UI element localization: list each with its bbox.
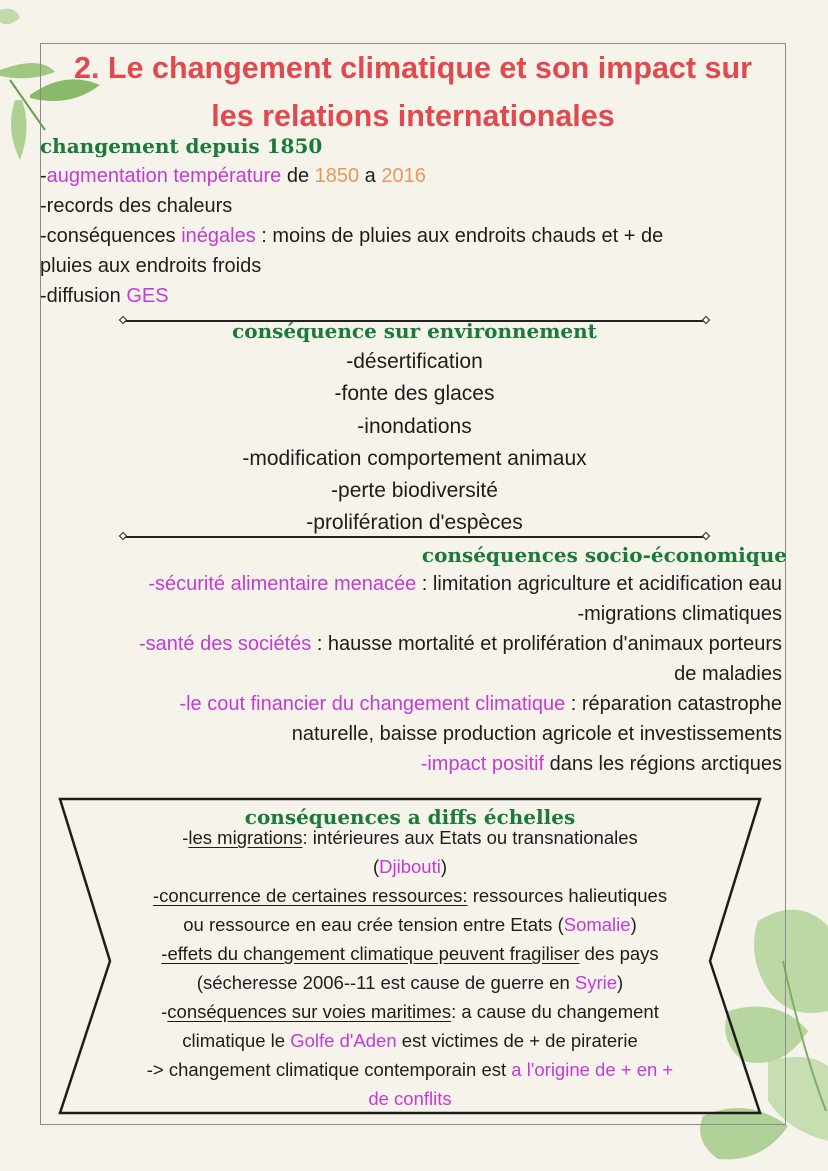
text-line: (sécheresse 2006--11 est cause de guerre en Syrie) xyxy=(196,972,624,993)
page-title: 2. Le changement climatique et son impact sur les relations internationales xyxy=(74,51,752,133)
text-line: -> changement climatique contemporain est a l'origine de + en + xyxy=(146,1059,674,1080)
text-line: naturelle, baisse production agricole et investissements xyxy=(291,723,782,745)
text-line: -conséquences inégales : moins de pluies aux endroits chauds et + de xyxy=(40,225,664,247)
text-line: -concurrence de certaines ressources: ressources halieutiques xyxy=(152,885,668,906)
text-line: (Djibouti) xyxy=(372,856,448,877)
text-line: -effets du changement climatique peuvent fragiliser des pays xyxy=(161,943,659,964)
text-line: pluies aux endroits froids xyxy=(40,255,262,277)
list-item: -désertification xyxy=(346,350,483,373)
text-line: de maladies xyxy=(674,663,782,685)
section-socio xyxy=(42,569,782,779)
environment-list xyxy=(123,346,706,540)
text-line: de conflits xyxy=(368,1088,452,1109)
section-heading-echelles: conséquences a diffs échelles xyxy=(244,805,576,829)
list-item: -fonte des glaces xyxy=(334,382,495,406)
text-line: -conséquences sur voies maritimes: a cause du changement xyxy=(161,1001,659,1022)
list-item: -perte biodiversité xyxy=(331,479,498,503)
text-line: -les migrations: intérieures aux Etats ou transnationales xyxy=(182,827,638,848)
text-line: -santé des sociétés : hausse mortalité et prolifération d'animaux porteurs xyxy=(138,633,782,655)
divider-bottom xyxy=(123,536,706,538)
text-line: -impact positif dans les régions arctiques xyxy=(420,753,782,775)
text-line: -augmentation température de 1850 a 2016 xyxy=(40,165,426,187)
text-line: -records des chaleurs xyxy=(40,195,233,217)
text-line: -sécurité alimentaire menacée : limitation agriculture et acidification eau xyxy=(148,573,782,595)
text-line: climatique le Golfe d'Aden est victimes de + de piraterie xyxy=(182,1030,638,1051)
text-line: -le cout financier du changement climatique : réparation catastrophe xyxy=(179,693,782,715)
list-item: -prolifération d'espèces xyxy=(306,511,523,535)
section-echelles xyxy=(56,823,764,1113)
list-item: -inondations xyxy=(357,414,472,438)
list-item: -modification comportement animaux xyxy=(242,446,587,470)
text-line: -migrations climatiques xyxy=(577,603,782,625)
text-line: ou ressource en eau crée tension entre Etats (Somalie) xyxy=(183,914,637,935)
section-heading-environnement: conséquence sur environnement xyxy=(232,319,597,343)
section-heading-changement: changement depuis 1850 xyxy=(40,134,323,158)
section-changement xyxy=(40,131,663,311)
text-line: -diffusion GES xyxy=(40,285,169,307)
section-heading-socio: conséquences socio-économique xyxy=(421,543,787,567)
